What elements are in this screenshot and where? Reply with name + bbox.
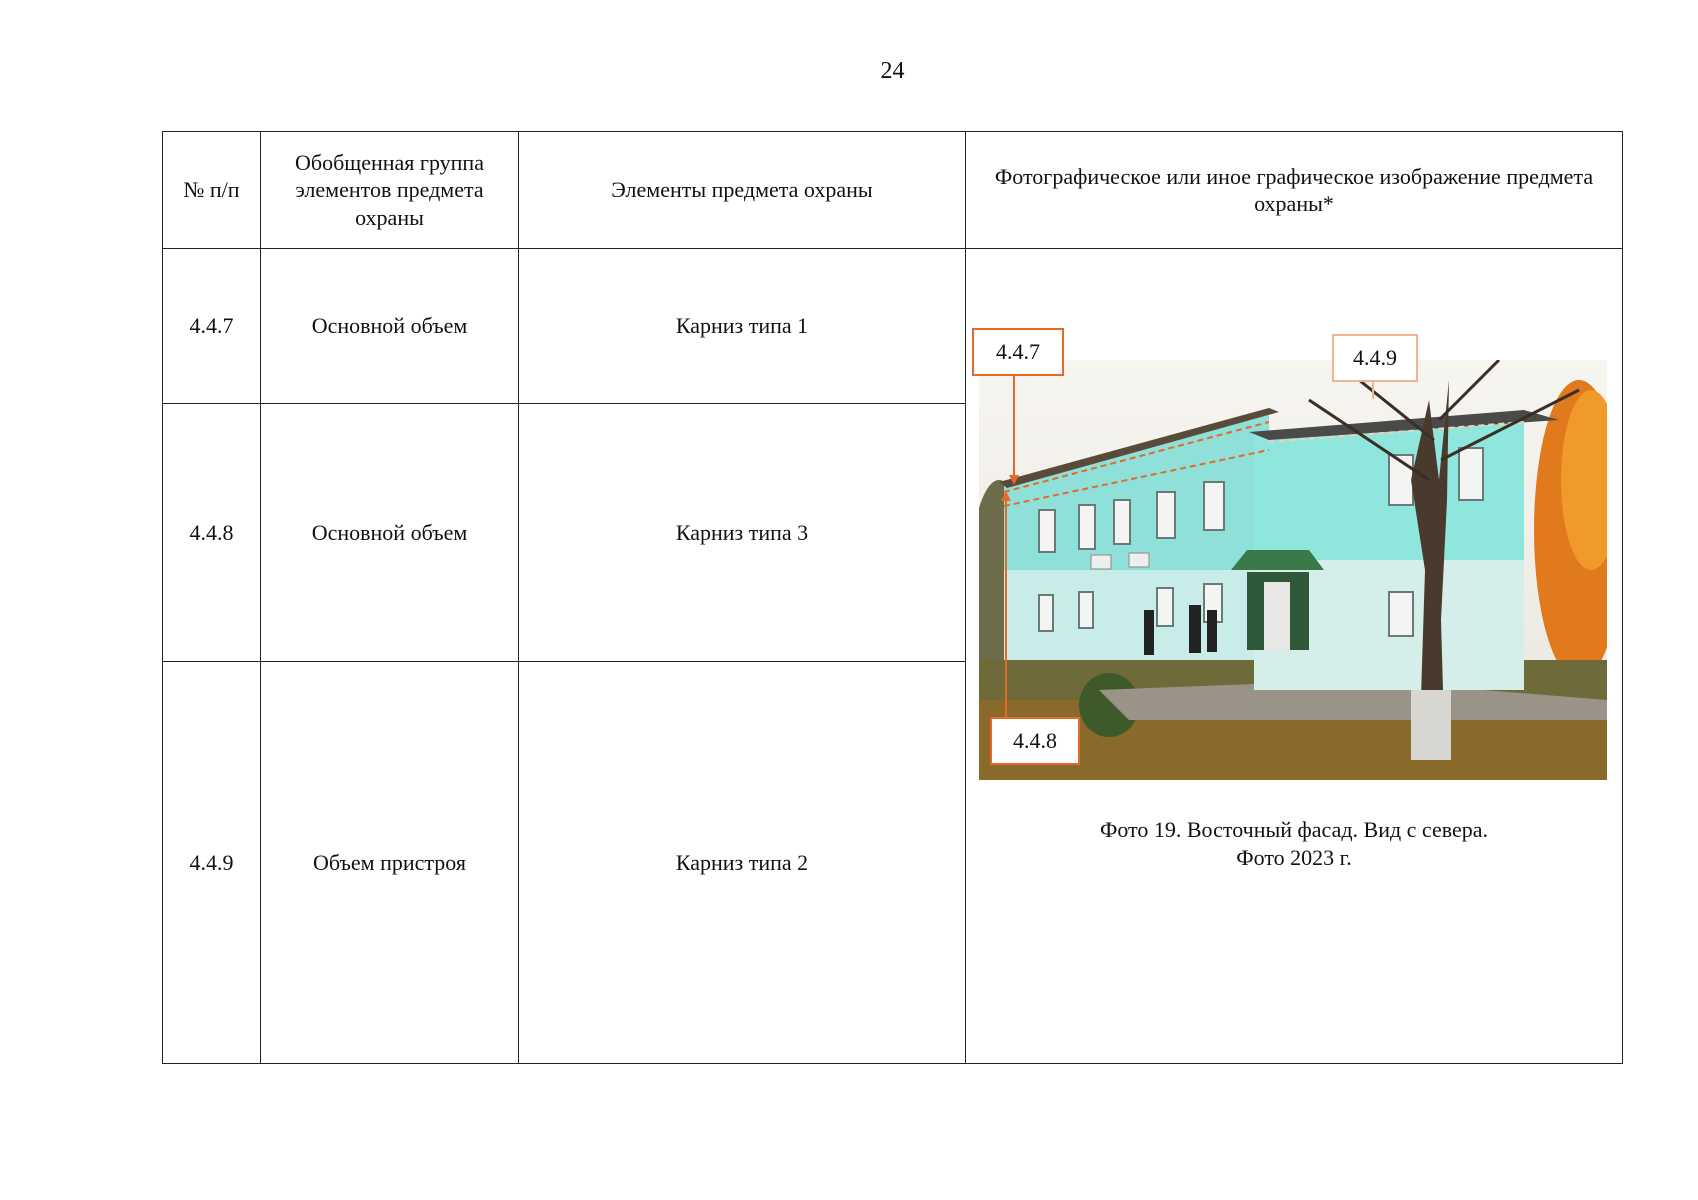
- photo-container: [966, 249, 1622, 1063]
- photo-caption: [966, 816, 1622, 872]
- header-num: № п/п: [163, 132, 261, 249]
- row-element: Карниз типа 2: [519, 662, 966, 1064]
- row-num: 4.4.7: [163, 249, 261, 404]
- page-number: 24: [880, 58, 905, 84]
- callout-4-4-8: 4.4.8: [990, 717, 1080, 765]
- protection-elements-table: [162, 131, 1623, 1064]
- row-element: Карниз типа 1: [519, 249, 966, 404]
- callout-4-4-9: 4.4.9: [1332, 334, 1418, 382]
- callout-4-4-7: 4.4.7: [972, 328, 1064, 376]
- row-group: Основной объем: [261, 404, 519, 662]
- header-image: Фотографическое или иное графическое изображение предмета охраны*: [966, 132, 1623, 249]
- table-row: [163, 249, 1623, 404]
- row-group: Основной объем: [261, 249, 519, 404]
- header-group: Обобщенная группа элементов предмета охраны: [261, 132, 519, 249]
- caption-line-1: Фото 19. Восточный фасад. Вид с севера.: [1099, 817, 1489, 842]
- row-num: 4.4.8: [163, 404, 261, 662]
- row-element: Карниз типа 3: [519, 404, 966, 662]
- photo-cell: [966, 249, 1623, 1064]
- caption-line-2: Фото 2023 г.: [1236, 845, 1352, 870]
- row-group: Объем пристроя: [261, 662, 519, 1064]
- table-header-row: [163, 132, 1623, 249]
- row-num: 4.4.9: [163, 662, 261, 1064]
- header-elements: Элементы предмета охраны: [519, 132, 966, 249]
